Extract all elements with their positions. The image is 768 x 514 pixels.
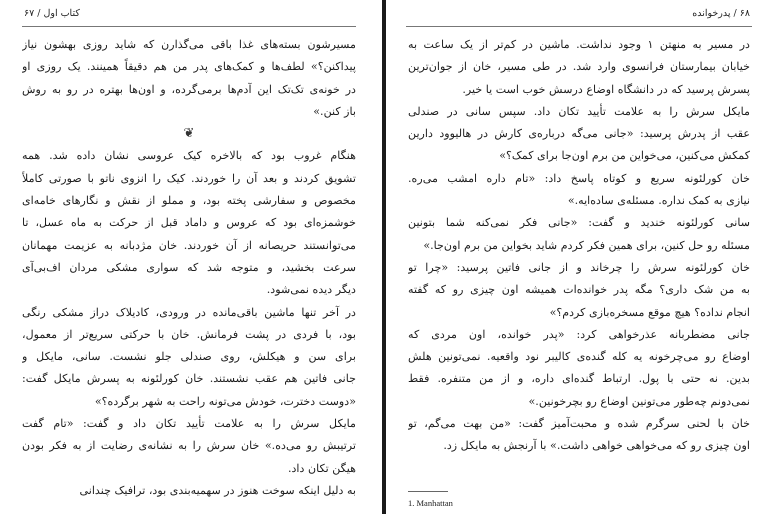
text-line: بود، با فردی در پشت فرمانش. خان با حرکتی سریع‌تر از معمول، [22,327,356,341]
text-line: خان کورلئونه سرش را چرخاند و از جانی فاتین پرسید: «چرا تو [408,260,750,274]
text-line: سرعت بخشید، و متوجه شد که سواری مشکی مردان اف‌بی‌آی [22,260,356,274]
text-line: اون چیزی رو که می‌خواهی خواهی داشت.» با آرنجش به مایکل زد. [443,439,750,453]
text-line: پسرش پرسید که در دانشگاه اوضاع درسش خوب است یا خیر. [462,82,750,96]
text-line: خیابان بیمارستان فرانسوی وارد شد. در طی مسیر، خان از جوان‌ترین [408,60,750,74]
text-line: در مسیر به منهتن ۱ وجود نداشت. ماشین در کم‌تر از یک ساعت به [408,38,750,51]
text-line: کمکش می‌کنین، می‌خواین من برم اون‌جا برای کمک؟» [499,149,750,163]
text-line: مایکل سرش را به علامت تأیید تکان داد. سپس سانی در صندلی [408,104,750,118]
text-line: در خونه‌ی تک‌تک این آدم‌ها برمی‌گرده، و اون‌ها بهتره در رو به روش [22,82,356,96]
text-line: می‌توانستند حریصانه از آن خوردند. خان مژدبانه به عزیمت مهمانان [22,238,356,252]
text-line: مایکل سرش را به علامت تأیید تکان داد و گفت: «تام گفت [22,417,356,431]
text-line: نمی‌دونم چه‌طور می‌تونین اوضاع رو بچرخونین.» [528,394,750,408]
text-line: بدین. نه حتی با پول. ارتباط گنده‌ای داره، و از من متنفره. فقط [408,372,750,386]
text-line: هنگام غروب بود که بالاخره کیک عروسی نشان داده شد. همه [22,149,356,163]
text-line: نیازی به کمک نداره. مسئله‌ی ساده‌ایه.» [567,194,750,208]
section-separator-ornament: ❦ [183,126,195,142]
text-line: ترتیبش رو می‌ده.» خان سرش را به نشانه‌ی رضایت از به فکر بودن [22,439,356,453]
left-page-body [22,34,356,502]
text-line: خوشمزه‌ای بود که عروس و داماد قبل از حرکت به ماه عسل، تا [22,216,356,230]
text-line: عقب از پدرش پرسید: «جانی می‌گه درباره‌ی کارش در هالیوود دارین [408,127,750,141]
text-line: اوضاع رو می‌چرخونه یه کله گنده‌ی کالیبر نود واقعیه. نمی‌تونین هلش [408,350,750,364]
right-page-body [408,34,750,458]
text-line: باز کنن.» [313,104,356,118]
text-line: دیگر دیده نمی‌شود. [266,283,356,297]
text-line: در آخر تنها ماشین باقی‌مانده در ورودی، کادیلاک دراز مشکی رنگی [22,305,356,319]
text-line: جانی فاتین هم عقب نشستند. خان کورلئونه به پسرش مایکل گفت: [22,372,356,386]
text-line: به دلیل اینکه سوخت هنوز در سهمیه‌بندی بود، ترافیک چندانی [79,483,356,497]
text-line: خان با لحنی سرگرم شده و محبت‌آمیز گفت: «من بهت می‌گم، تو [408,417,750,431]
text-line: مخصوص و سفارشی پخته بود، و مملو از نقش و نگارهای خامه‌ای [22,194,356,208]
right-page-header: ۶۸ / پدرخوانده [692,8,750,19]
text-line: مسیرشون بسته‌های غذا باقی می‌گذارن که شاید روزی بهشون نیاز [22,38,356,51]
footnote: 1. Manhattan [408,498,453,508]
text-line: جانی مضطربانه عذرخواهی کرد: «پدر خوانده، اون مردی که [408,327,750,341]
text-line: هیگن تکان داد. [287,461,356,475]
text-line: تشویق کردند و بعد آن را خوردند. کیک را انزوی ناتو با صورتی کاملاً [22,171,356,185]
footnote-rule [408,491,448,492]
text-line: به من شک داری؟ مگه پدر خوانده‌ات همیشه اون چیزی رو که گفته [408,283,750,297]
text-line: مسئله رو حل کنین، برای همین فکر کردم شاید بخواین من برم اون‌جا.» [423,238,750,252]
left-header-rule [22,26,356,27]
text-line: خان کورلئونه سریع و کوتاه پاسخ داد: «تام داره امشب می‌ره. [408,171,750,185]
right-header-rule [406,26,752,27]
text-line: برای سن و هیکلش، روی صندلی جلو نشست. سانی، مایکل و [22,350,356,364]
right-page [386,0,768,514]
left-page [0,0,382,514]
text-line: پیداکنن؟» لطف‌ها و کمک‌های پدر من هم دقیقاً همینند. یک روزی او [22,60,356,74]
left-page-header: کتاب اول / ۶۷ [24,8,80,19]
text-line: «دوست دخترت، خودش می‌تونه راحت به شهر برگرده؟» [94,394,356,408]
text-line: سانی کورلئونه خندید و گفت: «جانی فکر نمی‌کنه شما بتونین [408,216,750,230]
text-line: انجام نداده؟ هیچ موقع مسخره‌بازی کردم؟» [549,305,750,319]
